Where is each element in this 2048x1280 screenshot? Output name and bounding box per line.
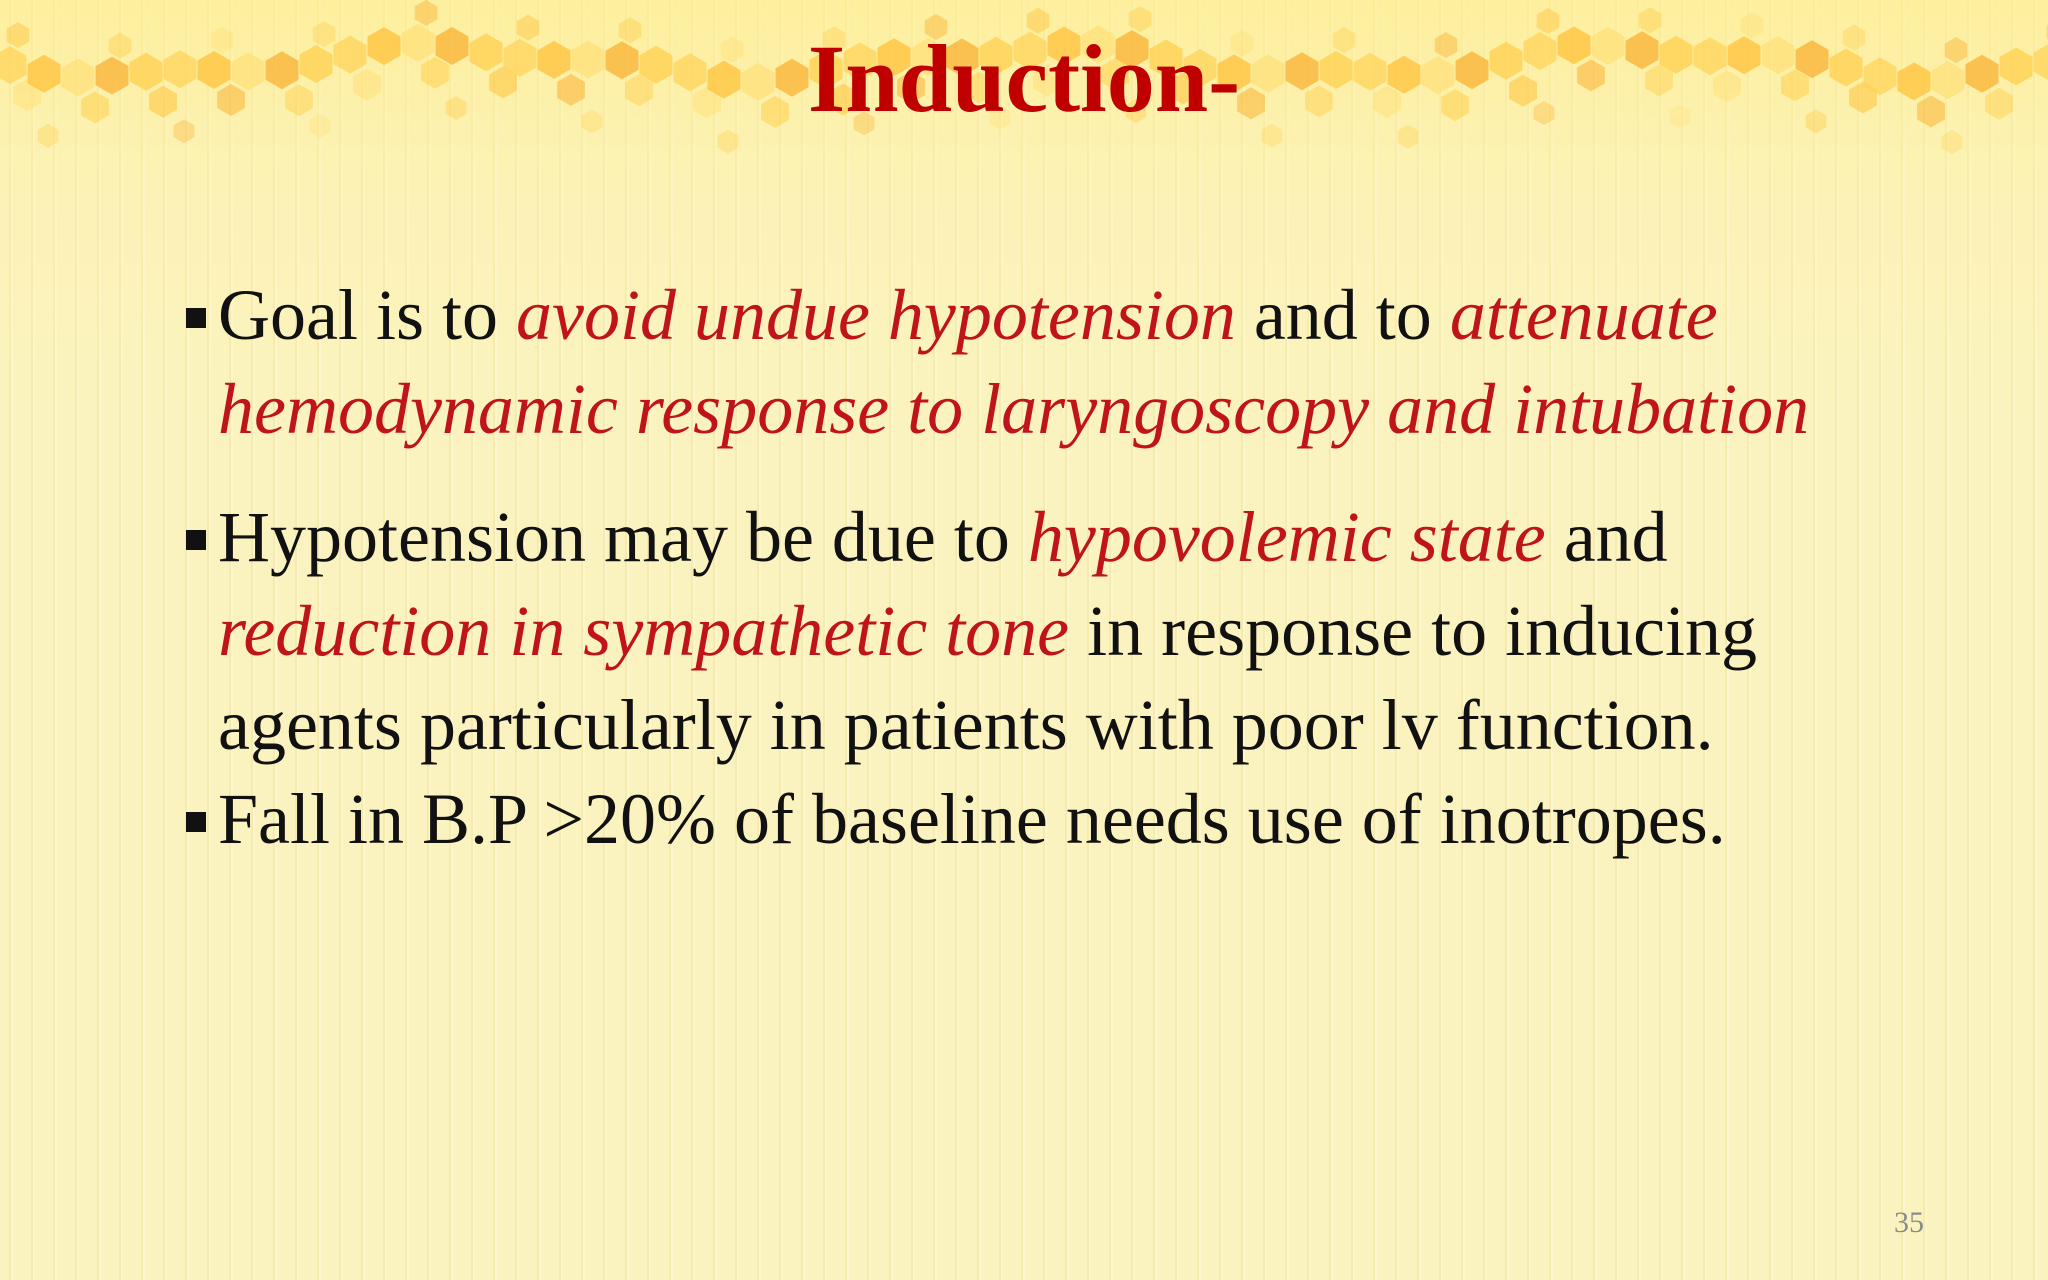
bullet-highlight-segment: avoid undue hypotension bbox=[515, 275, 1236, 355]
bullet-text-segment: and to bbox=[1235, 275, 1450, 355]
square-bullet-icon bbox=[186, 530, 206, 550]
bullet-text-segment: Fall in B.P >20% of baseline needs use of inotropes. bbox=[218, 779, 1726, 859]
bullet-text-segment: Hypotension may be due to bbox=[218, 497, 1028, 577]
slide-title: Induction- bbox=[807, 25, 1241, 132]
bullet-text-segment: in response to inducing agents particularly in patients with poor lv function. bbox=[218, 591, 1758, 765]
bullet-item-fall-in-bp bbox=[178, 772, 1938, 866]
square-bullet-icon bbox=[186, 812, 206, 832]
bullet-text-segment: Goal is to bbox=[218, 275, 516, 355]
bullet-highlight-segment: reduction in sympathetic tone bbox=[218, 591, 1070, 671]
hexagon-decoration bbox=[415, 0, 438, 26]
square-bullet-icon bbox=[186, 308, 206, 328]
bullet-list bbox=[178, 268, 1938, 866]
bullet-item-hypotension bbox=[178, 490, 1938, 772]
bullet-highlight-segment: attenuate hemodynamic response to laryngoscopy and intubation bbox=[218, 275, 1810, 449]
page-number: 35 bbox=[1894, 1206, 1924, 1239]
bullet-item-goal bbox=[178, 268, 1938, 456]
bullet-text-segment: and bbox=[1545, 497, 1668, 577]
bullet-highlight-segment: hypovolemic state bbox=[1027, 497, 1546, 577]
